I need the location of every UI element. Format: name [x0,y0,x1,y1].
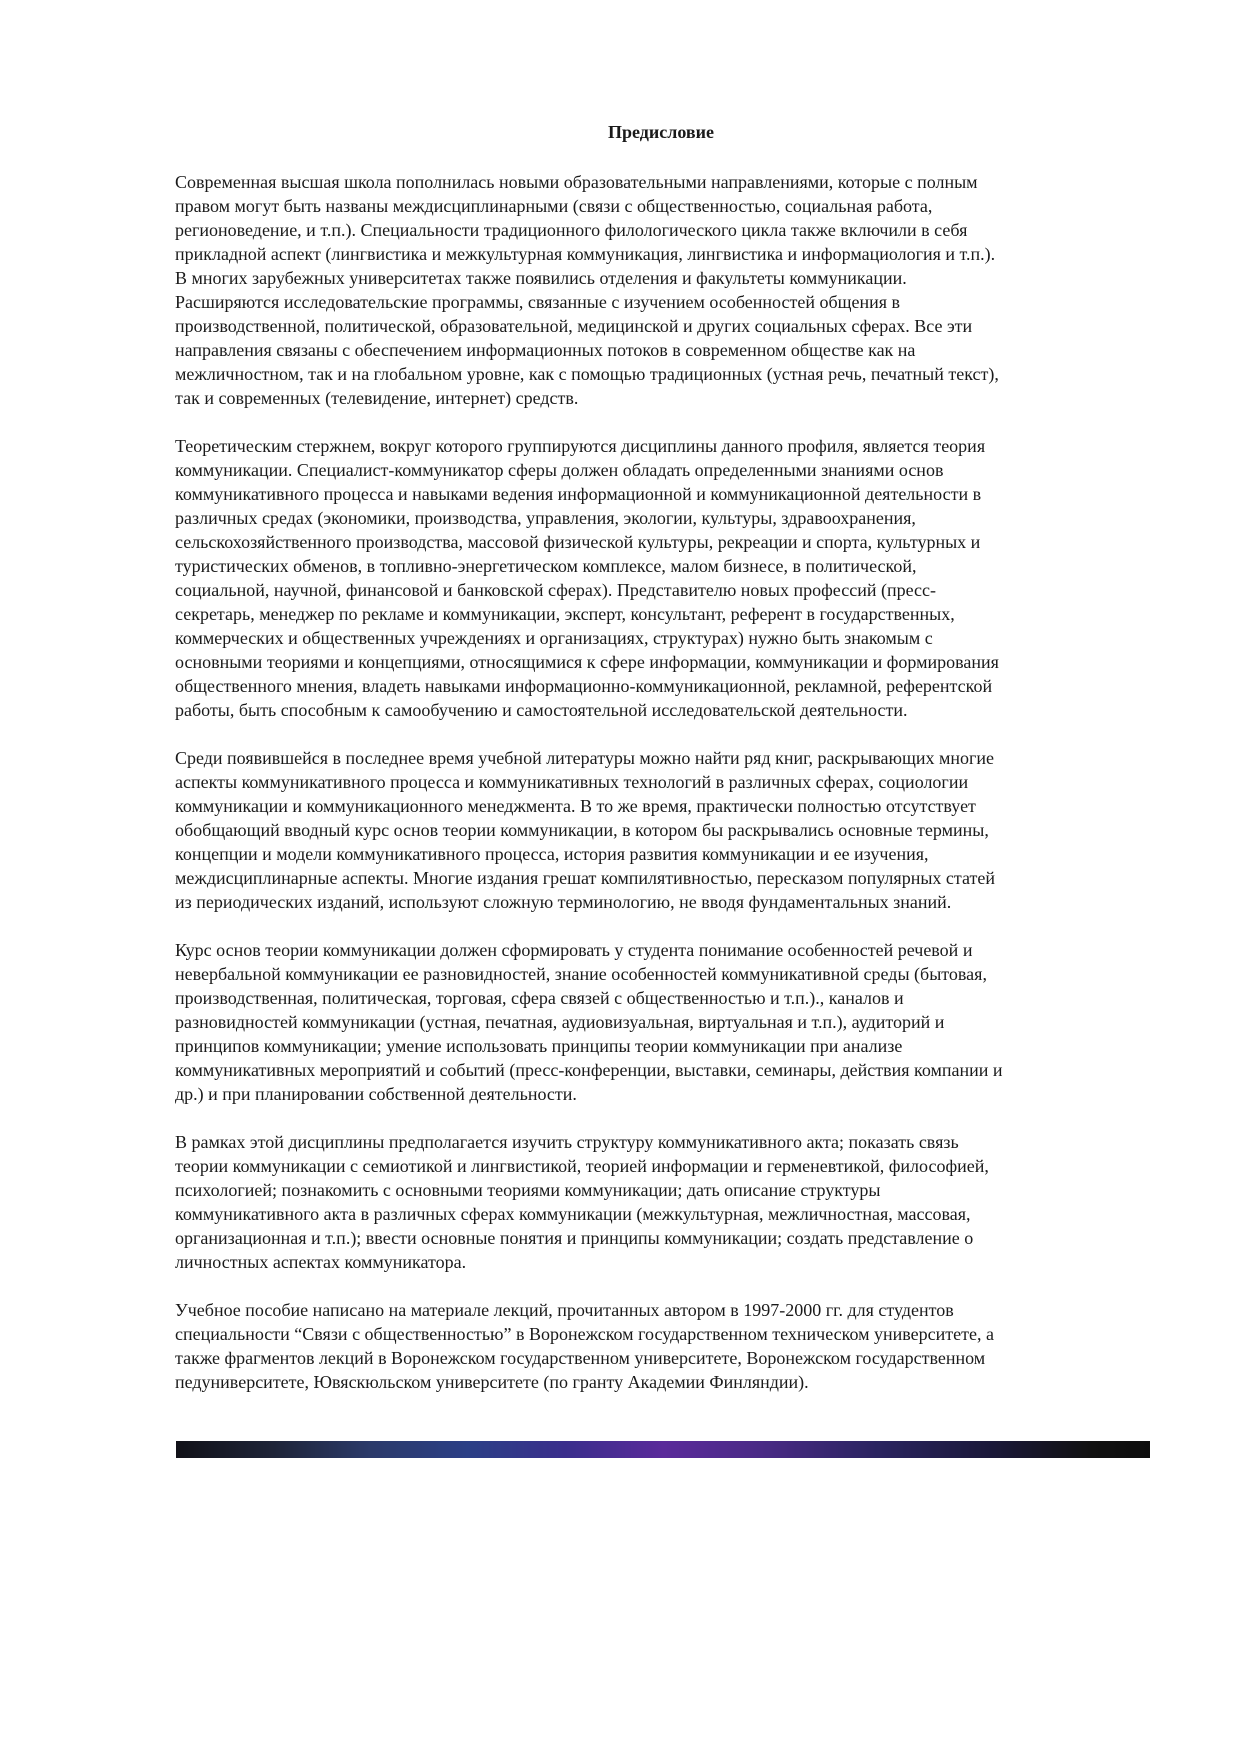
paragraph-line: междисциплинарные аспекты. Многие издания грешат компилятивностью, пересказом популярных статей [175,868,996,888]
paragraph-line: направления связаны с обеспечением информационных потоков в современном обществе как на [175,340,916,360]
paragraph-line: туристических обменов, в топливно-энергетическом комплексе, малом бизнесе, в политической, [175,556,917,576]
gradient-divider [176,1441,1150,1458]
paragraph-line: коммуникации. Специалист-коммуникатор сферы должен обладать определенными знаниями основ [175,460,944,480]
paragraph-line: секретарь, менеджер по рекламе и коммуникации, эксперт, консультант, референт в государственных, [175,604,955,624]
paragraph-line: работы, быть способным к самообучению и самостоятельной исследовательской деятельности. [175,700,908,720]
paragraph-line: Среди появившейся в последнее время учебной литературы можно найти ряд книг, раскрывающих многие [175,748,995,768]
paragraph-line: психологией; познакомить с основными теориями коммуникации; дать описание структуры [175,1180,881,1200]
paragraph [175,170,1149,410]
paragraph-line: сельскохозяйственного производства, массовой физической культуры, рекреации и спорта, культурных и [175,532,981,552]
paragraph-line: социальной, научной, финансовой и банковской сферах). Представителю новых профессий (пресс- [175,580,937,600]
paragraph-line: В рамках этой дисциплины предполагается изучить структуру коммуникативного акта; показать связь [175,1132,959,1152]
paragraph-line: производственная, политическая, торговая, сфера связей с общественностью и т.п.)., каналов и [175,988,904,1008]
paragraph-line: производственной, политической, образовательной, медицинской и других социальных сферах. Все эти [175,316,973,336]
paragraph-line: прикладной аспект (лингвистика и межкультурная коммуникация, лингвистика и информациология и т.п.). [175,244,996,264]
paragraph-line: аспекты коммуникативного процесса и коммуникативных технологий в различных сферах, социологии [175,772,969,792]
document-body [175,170,1149,1418]
paragraph-line: коммуникативного акта в различных сферах коммуникации (межкультурная, межличностная, массовая, [175,1204,971,1224]
paragraph-line: коммерческих и общественных учреждениях и организациях, структурах) нужно быть знакомым с [175,628,933,648]
paragraph-line: так и современных (телевидение, интернет) средств. [175,388,579,408]
paragraph-line: теории коммуникации с семиотикой и лингвистикой, теорией информации и герменевтикой, философией, [175,1156,989,1176]
paragraph-line: разновидностей коммуникации (устная, печатная, аудиовизуальная, виртуальная и т.п.), аудиторий и [175,1012,945,1032]
paragraph-line: невербальной коммуникации ее разновидностей, знание особенностей коммуникативной среды (бытовая, [175,964,987,984]
paragraph-line: также фрагментов лекций в Воронежском государственном университете, Воронежском государственном [175,1348,986,1368]
paragraph-line: Современная высшая школа пополнилась новыми образовательными направлениями, которые с полным [175,172,978,192]
paragraph-line: Учебное пособие написано на материале лекций, прочитанных автором в 1997-2000 гг. для студентов [175,1300,954,1320]
paragraph-line: коммуникации и коммуникационного менеджмента. В то же время, практически полностью отсутствует [175,796,976,816]
paragraph-line: регионоведение, и т.п.). Специальности традиционного филологического цикла также включили в себя [175,220,968,240]
paragraph [175,938,1149,1106]
paragraph-line: В многих зарубежных университетах также появились отделения и факультеты коммуникации. [175,268,907,288]
paragraph [175,434,1149,722]
paragraph-line: коммуникативного процесса и навыками ведения информационной и коммуникационной деятельности в [175,484,982,504]
paragraph-line: общественного мнения, владеть навыками информационно-коммуникационной, рекламной, референтской [175,676,993,696]
paragraph-line: личностных аспектах коммуникатора. [175,1252,467,1272]
paragraph-line: правом могут быть названы междисциплинарными (связи с общественностью, социальная работа, [175,196,933,216]
paragraph-line: Курс основ теории коммуникации должен сформировать у студента понимание особенностей речевой и [175,940,973,960]
paragraph-line: коммуникативных мероприятий и событий (пресс-конференции, выставки, семинары, действия компании и [175,1060,1003,1080]
paragraph-line: организационная и т.п.); ввести основные понятия и принципы коммуникации; создать представление о [175,1228,974,1248]
paragraph-line: педуниверситете, Ювяскюльском университете (по гранту Академии Финляндии). [175,1372,809,1392]
paragraph [175,746,1149,914]
paragraph-line: межличностном, так и на глобальном уровне, как с помощью традиционных (устная речь, печатный текст), [175,364,999,384]
paragraph [175,1298,1149,1394]
paragraph-line: специальности “Связи с общественностью” в Воронежском государственном техническом университете, а [175,1324,994,1344]
paragraph-line: основными теориями и концепциями, относящимися к сфере информации, коммуникации и формирования [175,652,999,672]
paragraph-line: различных средах (экономики, производства, управления, экологии, культуры, здравоохранения, [175,508,916,528]
paragraph-line: принципов коммуникации; умение использовать принципы теории коммуникации при анализе [175,1036,903,1056]
paragraph-line: концепции и модели коммуникативного процесса, история развития коммуникации и ее изучения, [175,844,929,864]
paragraph-line: обобщающий вводный курс основ теории коммуникации, в котором бы раскрывались основные термины, [175,820,989,840]
paragraph [175,1130,1149,1274]
paragraph-line: др.) и при планировании собственной деятельности. [175,1084,577,1104]
paragraph-line: из периодических изданий, используют сложную терминологию, не вводя фундаментальных знаний. [175,892,952,912]
page-title: Предисловие [608,122,714,142]
paragraph-line: Теоретическим стержнем, вокруг которого группируются дисциплины данного профиля, является теория [175,436,986,456]
paragraph-line: Расширяются исследовательские программы, связанные с изучением особенностей общения в [175,292,901,312]
